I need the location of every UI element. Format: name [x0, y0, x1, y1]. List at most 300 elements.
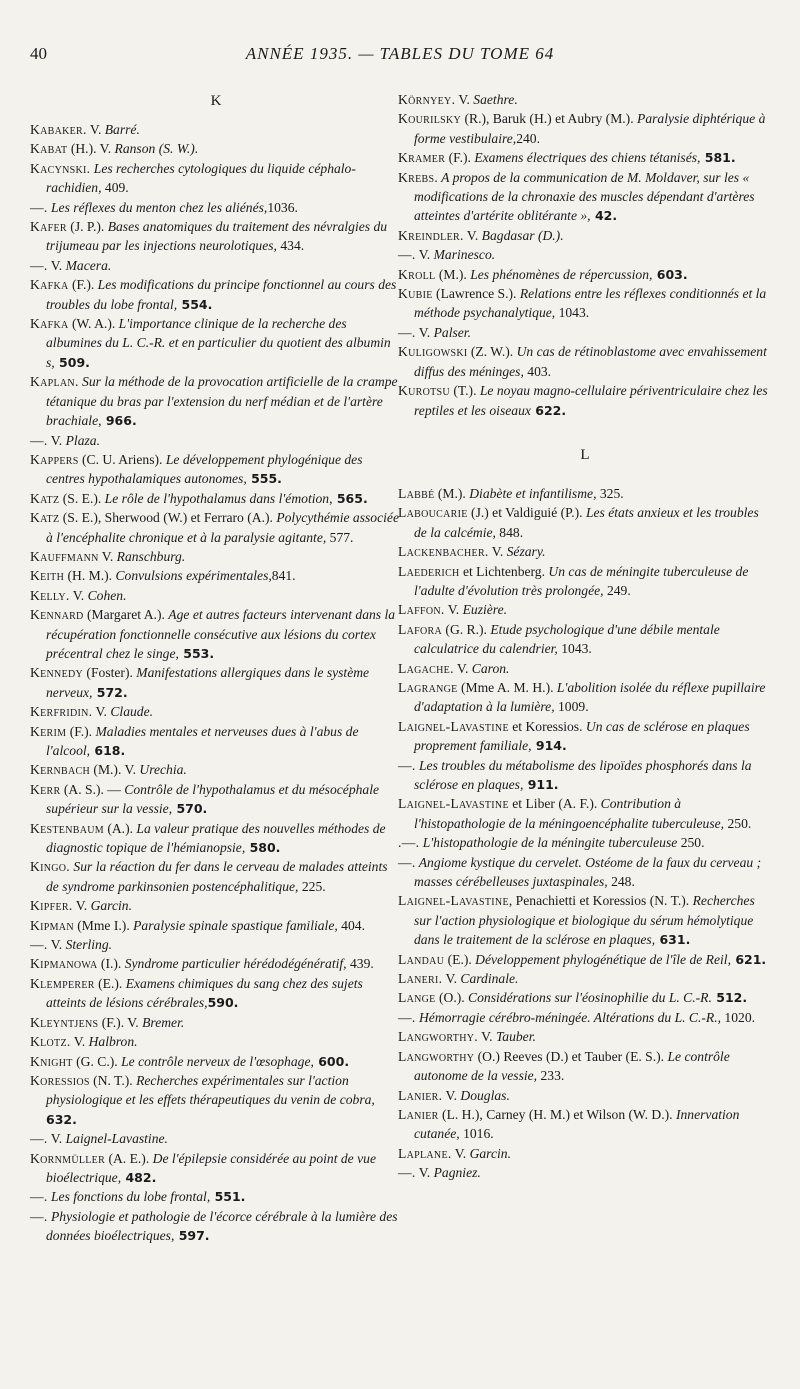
entry-author: Lanier. [398, 1087, 443, 1103]
entry-cross-reference: Marinesco. [433, 247, 496, 263]
entry-author: Kreindler. [398, 227, 464, 243]
index-entry [30, 431, 402, 450]
index-entry [398, 265, 772, 284]
entry-cross-reference: Pagniez. [433, 1165, 481, 1181]
index-entry [30, 605, 402, 663]
index-entry [398, 342, 772, 381]
index-entry [30, 1187, 402, 1206]
entry-author: Laplane. [398, 1145, 452, 1161]
entry-author: —. [30, 1131, 48, 1147]
index-entry [30, 954, 402, 973]
entry-see: V. [442, 971, 461, 987]
entry-author: Lagache. [398, 660, 454, 676]
entry-title: A propos de la communication de M. Moldaver, sur les « modifications de la chronaxie des muscles dépendant d'artères atteintes d'artérite oblitérante », [414, 169, 755, 224]
entry-author: Knight [30, 1053, 73, 1069]
index-entry [398, 148, 772, 167]
entry-author: Katz [30, 510, 60, 526]
entry-author: Kafer [30, 219, 67, 235]
entry-page: 632. [46, 1111, 77, 1127]
entry-see: V. [455, 92, 474, 107]
entry-title: Paralysie spinale spastique familiale, [133, 917, 338, 933]
index-entry [30, 1207, 402, 1246]
entry-author: Kroll [398, 266, 436, 282]
entry-title: L'histopathologie de la méningite tuberculeuse [419, 835, 678, 851]
entry-author: —. [398, 247, 416, 263]
entry-detail: (F.). [66, 723, 96, 739]
entry-author: —. [398, 1165, 416, 1181]
entry-cross-reference: Barré. [104, 122, 140, 137]
entry-author: Langworthy. [398, 1029, 478, 1045]
index-entry [30, 663, 402, 702]
entry-detail: (M.). [434, 485, 470, 501]
entry-detail: (H.). V. [67, 141, 115, 157]
entry-title: Diabète et infantilisme, [469, 485, 597, 501]
entry-title: Sur la réaction du fer dans le cerveau de malades atteints de syndrome parkinsonien postencéphalitique, [46, 859, 388, 894]
entry-see: V. [92, 704, 111, 720]
index-entry [398, 168, 772, 226]
entry-author: Krebs. [398, 169, 439, 185]
index-entry [30, 1129, 402, 1148]
index-entry [398, 542, 772, 561]
entry-page: 577. [326, 529, 354, 545]
index-entry [30, 1013, 402, 1032]
entry-page: 250. [724, 815, 752, 831]
entry-see: V. [415, 324, 434, 340]
index-entry [30, 857, 402, 896]
entry-page: 439. [346, 956, 374, 972]
entry-detail: et Lichtenberg. [459, 563, 549, 579]
entry-cross-reference: Sézary. [506, 544, 546, 560]
entry-page: 597. [174, 1228, 210, 1244]
section-letter: L [580, 446, 590, 463]
entry-detail: (O.). [435, 990, 469, 1006]
index-entry [30, 547, 402, 566]
entry-title: L'importance clinique de la recherche des albumines du L. C.-R. et en particulier du quotient des albumin s, [46, 316, 391, 370]
index-entry [30, 974, 402, 1013]
entry-page: 1043. [557, 641, 592, 657]
entry-detail: (G. R.). [442, 621, 491, 637]
entry-detail: (L. H.), Carney (H. M.) et Wilson (W. D.). [438, 1106, 676, 1122]
section-letter: K [210, 93, 222, 109]
entry-detail: (S. E.). [59, 490, 105, 506]
index-entry [30, 217, 402, 256]
entry-page: 848. [495, 524, 524, 540]
entry-see: V. [415, 247, 434, 263]
entry-title: Manifestations allergiques dans le système nerveux, [46, 665, 370, 700]
entry-page: 1009. [554, 699, 589, 715]
index-entry [30, 450, 402, 489]
entry-cross-reference: Sterling. [65, 937, 113, 953]
entry-page: 325. [596, 485, 624, 501]
entry-author: Kabaker. [30, 122, 87, 137]
entry-author: Kurotsu [398, 383, 450, 399]
entry-title: Le noyau magno-cellulaire périventriculaire chez les reptiles et les oiseaux [414, 383, 768, 418]
entry-author: —. [30, 1208, 48, 1224]
entry-detail: et Liber (A. F.). [508, 796, 601, 812]
entry-cross-reference: Douglas. [460, 1087, 510, 1103]
index-entry [398, 620, 772, 659]
entry-author: Kramer [398, 150, 446, 166]
entry-author: —. [30, 199, 48, 215]
index-entry [398, 1047, 772, 1086]
entry-author: Kerfridin. [30, 704, 93, 720]
entry-title: Recherches expérimentales sur l'action physiologique et les effets thérapeutiques du venin de cobra, [46, 1072, 375, 1108]
index-entry [30, 314, 402, 372]
index-entry [398, 717, 772, 756]
entry-author: Lafora [398, 621, 443, 637]
entry-cross-reference: Palser. [433, 324, 471, 340]
entry-detail: (Mme I.). [73, 917, 134, 933]
entry-author: Kipfer. [30, 898, 73, 914]
entry-title: Hémorragie cérébro-méningée. Altérations du L. C.-R., [415, 1009, 722, 1025]
entry-title: Contrôle de l'hypothalamus et du mésocéphale supérieur sur la vessie, [46, 781, 380, 817]
index-entry [30, 760, 402, 779]
entry-title: Paralysie diphtérique à forme vestibulaire, [414, 111, 766, 146]
entry-cross-reference: Bremer. [142, 1014, 185, 1030]
index-entry [398, 245, 772, 264]
entry-author: Laignel-Lavastine [398, 718, 509, 734]
entry-see: V. [47, 1131, 66, 1147]
entry-page: 618. [90, 743, 126, 758]
index-entry [398, 891, 772, 949]
entry-see: V. [47, 937, 66, 953]
entry-author: —. [30, 432, 48, 448]
right-column [398, 90, 772, 1183]
entry-see: V. [70, 1034, 89, 1050]
entry-page: 249. [603, 582, 631, 598]
entry-page: 551. [210, 1189, 246, 1205]
index-entry [30, 916, 402, 935]
entry-page: 966. [101, 413, 137, 429]
entry-detail: (J.) et Valdiguié (P.). [467, 505, 586, 521]
entry-author: Kerim [30, 723, 67, 739]
index-entry [398, 503, 772, 542]
entry-detail: (F.). [68, 277, 98, 293]
entry-author: Lanier [398, 1106, 439, 1122]
entry-author: Kuligowski [398, 344, 468, 360]
entry-author: Kipman [30, 917, 74, 933]
index-entry [398, 794, 772, 833]
entry-cross-reference: Bagdasar (D.). [481, 227, 564, 243]
entry-detail: (F.). [445, 150, 475, 166]
entry-author: Klemperer [30, 975, 95, 991]
index-entry [398, 988, 772, 1007]
entry-author: Kingo. [30, 859, 71, 875]
entry-page: 570. [172, 801, 208, 817]
entry-author: Klotz. [30, 1034, 71, 1050]
entry-page: 555. [246, 471, 282, 487]
entry-author: Kernbach [30, 762, 91, 778]
index-entry [398, 1163, 772, 1182]
running-title: ANNÉE 1935. — TABLES DU TOME 64 [245, 44, 555, 63]
entry-detail: (Z. W.). [467, 344, 517, 360]
entry-detail: (M.). [435, 266, 471, 282]
entry-page: 600. [313, 1053, 350, 1069]
entry-author: Kelly. [30, 587, 70, 603]
entry-page: 409. [101, 180, 129, 196]
entry-page: 42. [590, 208, 618, 224]
entry-cross-reference: Claude. [110, 704, 154, 720]
entry-title: Physiologie et pathologie de l'écorce cérébrale à la lumière des données bioélectriques, [46, 1208, 398, 1244]
entry-page: 512. [711, 990, 748, 1006]
entry-cross-reference: Saethre. [473, 92, 518, 107]
index-entry [398, 853, 772, 892]
entry-author: Kourilsky [398, 111, 462, 127]
entry-page: 434. [276, 238, 305, 254]
entry-author: Lagrange [398, 679, 458, 695]
entry-author: Környey. [398, 92, 456, 107]
entry-title: Un cas de méningite tuberculeuse de l'adulte d'évolution très prolongée, [414, 563, 749, 598]
page-header [0, 44, 800, 68]
entry-cross-reference: Macera. [65, 257, 112, 273]
entry-author: Labbé [398, 485, 435, 501]
entry-cross-reference: Ranschburg. [116, 548, 186, 564]
entry-title: Un cas de sclérose en plaques proprement familiale, [414, 718, 750, 754]
entry-author: Koressios [30, 1072, 90, 1088]
entry-author: Laignel-Lavastine [398, 796, 509, 812]
entry-detail: (R.), Baruk (H.) et Aubry (M.). [461, 111, 638, 127]
entry-title: De l'épilepsie considérée au point de vue bioélectrique, [46, 1150, 376, 1185]
index-entry [30, 722, 402, 761]
entry-title: L'abolition isolée du réflexe pupillaire d'adaptation à la lumière, [414, 679, 766, 715]
entry-title: Le rôle de l'hypothalamus dans l'émotion, [104, 490, 333, 506]
entry-title: Innervation cutanée, [414, 1106, 740, 1142]
entry-page: 1020. [721, 1009, 756, 1025]
entry-author: —. [398, 324, 416, 340]
entry-see: V. [444, 602, 463, 618]
entry-title: Considérations sur l'éosinophilie du L. C.-R. [468, 990, 712, 1006]
entry-page: 603. [652, 266, 688, 282]
entry-title: Les recherches cytologiques du liquide céphalo-rachidien, [46, 160, 356, 196]
entry-author: Laneri. [398, 971, 443, 987]
entry-page: 509. [54, 354, 90, 370]
entry-title: Etude psychologique d'une débile mentale calculatrice du calendrier, [414, 621, 720, 657]
entry-page: 572. [92, 684, 128, 700]
index-entry [30, 489, 402, 508]
entry-title: Examens chimiques du sang chez des sujets atteints de lésions cérébrales, [46, 975, 363, 1011]
index-entry [30, 586, 402, 605]
entry-author: Kafka [30, 277, 69, 293]
index-entry [398, 1027, 772, 1046]
entry-author: —. [30, 937, 48, 953]
entry-page: 621. [730, 951, 767, 967]
entry-page: 225. [298, 878, 326, 894]
index-entry [398, 678, 772, 717]
index-entry [398, 1086, 772, 1105]
entry-see: V. [442, 1087, 461, 1103]
index-entry [30, 256, 402, 275]
index-entry [398, 950, 772, 969]
entry-author: Kennedy [30, 665, 84, 681]
entry-page: 1036. [267, 199, 298, 215]
entry-author: Langworthy [398, 1048, 475, 1064]
entry-detail: (Margaret A.). [83, 607, 169, 623]
entry-title: Contribution à l'histopathologie de la méningoencéphalite tuberculeuse, [414, 796, 725, 831]
entry-title: Recherches sur l'action physiologique et biologique du sérum hémolytique dans le traitement de la sclérose en plaques, [414, 893, 755, 948]
entry-title: Les troubles du métabolisme des lipoïdes phosphorés dans la sclérose en plaques, [414, 757, 752, 792]
entry-title: Les fonctions du lobe frontal, [47, 1189, 211, 1205]
index-entry [30, 120, 402, 139]
entry-title: Les états anxieux et les troubles de la calcémie, [414, 505, 759, 540]
entry-cross-reference: Caron. [471, 660, 510, 676]
entry-title: Les phénomènes de répercussion, [470, 266, 653, 282]
index-entry [30, 508, 402, 547]
entry-detail: (H. M.). [64, 568, 116, 584]
entry-page: 590. [207, 995, 239, 1011]
entry-title: Développement phylogénétique de l'île de Reil, [475, 951, 731, 967]
entry-author: —. [398, 854, 416, 870]
entry-title: Un cas de rétinoblastome avec envahissement diffus des méninges, [414, 344, 767, 379]
entry-page: 248. [607, 874, 635, 890]
entry-see: V. [453, 660, 472, 676]
entry-title: Sur la méthode de la provocation artificielle de la crampe tétanique du bras par l'extension du nerf médian et de l'artère brachiale, [46, 374, 398, 429]
entry-detail: (Mme A. M. H.). [457, 679, 557, 695]
entry-page: 1043. [555, 305, 590, 321]
index-entry [30, 198, 402, 217]
entry-author: Lackenbacher. [398, 544, 489, 560]
entry-detail: (W. A.). [68, 316, 119, 332]
index-entry [398, 226, 772, 245]
entry-cross-reference: Plaza. [65, 432, 100, 448]
entry-author: Kleyntjens [30, 1014, 99, 1030]
index-entry [398, 833, 772, 852]
entry-see: V. [47, 432, 66, 448]
entry-title: Les réflexes du menton chez les aliénés, [47, 199, 268, 215]
entry-detail: (J. P.). [66, 219, 108, 235]
entry-page: 554. [177, 296, 213, 312]
entry-page: 403. [523, 363, 552, 379]
index-entry [30, 1071, 402, 1129]
entry-cross-reference: Euzière. [462, 602, 508, 618]
entry-page: 914. [531, 738, 567, 754]
entry-page: 911. [523, 777, 559, 792]
entry-author: Kubie [398, 286, 433, 302]
index-entry [398, 1008, 772, 1027]
entry-detail: (I.). [97, 956, 125, 972]
index-entry [398, 562, 772, 601]
entry-detail: (N. T.). [89, 1072, 137, 1088]
index-entry [30, 372, 402, 430]
entry-detail: (G. C.). [72, 1053, 122, 1069]
entry-detail: , Penachietti et Koressios (N. T.). [508, 893, 693, 909]
entry-page: 233. [537, 1068, 565, 1084]
index-entry [398, 969, 772, 988]
index-entry [398, 1144, 772, 1163]
index-entry [30, 1032, 402, 1051]
entry-title: Angiome kystique du cervelet. Ostéome de la faux du cerveau ; masses cérébelleuses juxtaspinales, [414, 854, 762, 890]
entry-title: Le contrôle autonome de la vessie, [414, 1048, 730, 1084]
entry-title: Convulsions expérimentales, [115, 568, 272, 584]
entry-see: V. [451, 1145, 470, 1161]
entry-author: Kacynski. [30, 160, 91, 176]
entry-detail: (E.). [444, 951, 476, 967]
index-entry [30, 702, 402, 721]
index-entry [30, 780, 402, 819]
entry-author: Keith [30, 568, 65, 584]
entry-page: 622. [530, 402, 567, 418]
entry-title: Examens électriques des chiens tétanisés, [474, 150, 701, 166]
index-entry [398, 381, 772, 420]
entry-detail: (T.). [449, 383, 480, 399]
index-entry [398, 484, 772, 503]
index-entry [30, 896, 402, 915]
entry-page: 404. [337, 917, 365, 933]
entry-title: Le contrôle nerveux de l'œsophage, [121, 1053, 314, 1069]
entry-page: 1016. [459, 1126, 494, 1142]
index-entry [30, 935, 402, 954]
entry-page: 482. [121, 1169, 157, 1185]
entry-cross-reference: Ranson (S. W.). [114, 141, 199, 157]
entry-title: Maladies mentales et nerveuses dues à l'abus de l'alcool, [46, 723, 359, 758]
entry-title: Le développement phylogénique des centres hypothalamiques autonomes, [46, 451, 363, 487]
entry-see: V. [415, 1165, 434, 1181]
entry-page: 581. [700, 150, 736, 166]
entry-author: Kabat [30, 141, 68, 157]
entry-detail: (M.). V. [90, 762, 140, 778]
entry-author: Kennard [30, 607, 84, 623]
index-entry [30, 1149, 402, 1188]
entry-detail: (A.). [103, 820, 137, 836]
left-column [30, 90, 402, 1246]
entry-title: Age et autres facteurs intervenant dans la récupération fonctionnelle consécutive aux lésions du cortex précentral chez le singe, [46, 607, 396, 661]
entry-page: 631. [655, 932, 691, 948]
index-entry [398, 323, 772, 342]
entry-cross-reference: Urechia. [139, 762, 187, 778]
entry-page: 565. [332, 490, 368, 506]
entry-author: Kafka [30, 316, 69, 332]
entry-author: Laffon. [398, 602, 445, 618]
entry-see: V. [72, 898, 91, 914]
entry-cross-reference: Garcin. [90, 898, 132, 914]
entry-cross-reference: Cohen. [87, 587, 127, 603]
entry-detail: (A. S.). — [60, 781, 125, 797]
entry-author: Kappers [30, 451, 79, 467]
index-entry [398, 600, 772, 619]
entry-detail: (F.). V. [98, 1014, 143, 1030]
entry-see: V. [47, 257, 66, 273]
entry-cross-reference: Cardinale. [460, 971, 519, 987]
entry-see: V. [86, 122, 105, 137]
entry-author: .—. [398, 835, 420, 851]
index-entry [398, 756, 772, 795]
entry-title: Les modifications du principe fonctionnel au cours des troubles du lobe frontal, [46, 277, 397, 312]
entry-page: 553. [178, 645, 215, 661]
entry-title: Syndrome particulier hérédodégénératif, [124, 956, 347, 972]
entry-cross-reference: Halbron. [88, 1034, 138, 1050]
index-entry [398, 284, 772, 323]
entry-see: V. [98, 548, 117, 564]
entry-author: Laboucarie [398, 505, 468, 521]
entry-page: 250. [677, 835, 705, 851]
entry-detail: (S. E.), Sherwood (W.) et Ferraro (A.). [59, 510, 277, 526]
index-entry [398, 1105, 772, 1144]
entry-detail: (E.). [94, 975, 126, 991]
entry-author: —. [398, 1009, 416, 1025]
index-entry [30, 1052, 402, 1071]
entry-author: Katz [30, 490, 60, 506]
entry-author: Laederich [398, 563, 460, 579]
entry-detail: (Foster). [83, 665, 137, 681]
entry-detail: (O.) Reeves (D.) et Tauber (E. S.). [474, 1048, 668, 1064]
entry-author: Kipmanowa [30, 956, 98, 972]
entry-author: Lange [398, 990, 436, 1006]
entry-see: V. [69, 587, 88, 603]
entry-author: —. [398, 757, 416, 773]
index-entry [30, 819, 402, 858]
entry-title: La valeur pratique des nouvelles méthodes de diagnostic topique de l'hémianopsie, [46, 820, 386, 856]
index-entry [398, 109, 772, 148]
entry-see: V. [477, 1029, 496, 1045]
